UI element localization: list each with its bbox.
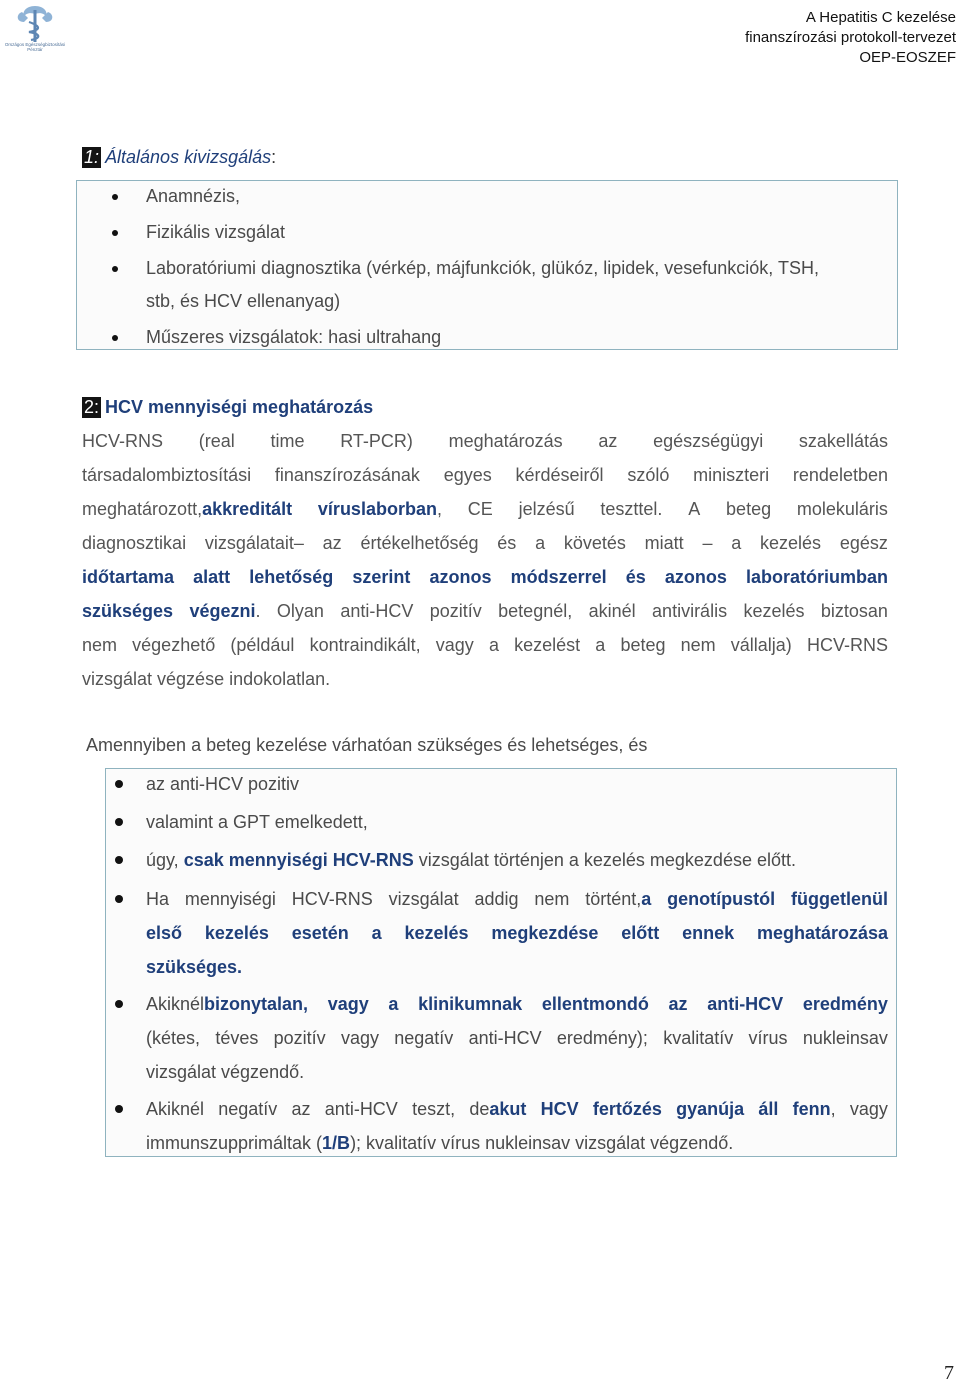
text-line: vizsgálat végzése indokolatlan. <box>82 669 331 689</box>
bullet-icon <box>115 1105 123 1113</box>
text-line: szükséges végezni. Olyan anti-HCV pozitív betegnél, akinél antivirális kezelés biztosan <box>82 601 888 621</box>
bullet-icon <box>115 780 123 788</box>
text-line: nem végezhető (például kontraindikált, vagy a kezelést a beteg nem vállalja) HCV-RNS <box>82 635 888 655</box>
bullet-icon <box>112 266 118 272</box>
bullet-icon <box>115 818 123 826</box>
text-line: időtartama alatt lehetőség szerint azonos módszerrel és azonos laboratóriumban <box>82 567 888 587</box>
text-line: meghatározott,akkreditált víruslaborban, CE jelzésű teszttel. A beteg molekuláris <box>82 499 888 519</box>
section1-number: 1: <box>84 147 100 167</box>
text-line: HCV-RNS (real time RT-PCR) meghatározás az egészségügyi szakellátás <box>82 431 888 451</box>
section1-title-text: Általános kivizsgálás <box>105 147 272 167</box>
intro-text: Amennyiben a beteg kezelése várhatóan szükséges és lehetséges, és <box>86 735 648 755</box>
text-line: valamint a GPT emelkedett, <box>146 812 368 832</box>
text-line: diagnosztikai vizsgálatait– az értékelhetőség és a követés miatt – a kezelés egész <box>82 533 888 553</box>
list-item <box>146 811 888 845</box>
text-line: Akiknél negatív az anti-HCV teszt, deakut HCV fertőzés gyanúja áll fenn, vagy <box>146 1099 888 1119</box>
list-item: Anamnézis, <box>146 186 240 207</box>
text-line: Ha mennyiségi HCV-RNS vizsgálat addig nem történt,a genotípustól függetlenül <box>146 889 888 909</box>
document-header <box>745 8 956 68</box>
text-line: társadalombiztosítási finanszírozásának egyes kérdéseiről szóló miniszteri rendeletben <box>82 465 888 485</box>
section2-title <box>82 397 373 418</box>
text-line: Akiknélbizonytalan, vagy a klinikumnak ellentmondó az anti-HCV eredmény <box>146 994 888 1014</box>
list-item: Laboratóriumi diagnosztika (vérkép, májfunkciók, glükóz, lipidek, vesefunkciók, TSH, <box>146 258 888 279</box>
text-line: vizsgálat végzendő. <box>146 1062 305 1082</box>
text-line: úgy, csak mennyiségi HCV-RNS vizsgálat történjen a kezelés megkezdése előtt. <box>146 850 796 870</box>
logo-text: Országos Egészségbiztosítási Pénztár <box>4 42 66 52</box>
bullet-icon <box>115 1000 123 1008</box>
text-line: szükséges. <box>146 957 243 977</box>
list-item <box>146 888 888 990</box>
list-item <box>146 993 888 1095</box>
bullet-icon <box>115 856 123 864</box>
header-subtitle: finanszírozási protokoll-tervezet <box>745 29 956 46</box>
header-org: OEP-EOSZEF <box>859 49 956 66</box>
header-title: A Hepatitis C kezelése <box>805 9 956 26</box>
bullet-icon <box>112 194 118 200</box>
section1-title: 1: Általános kivizsgálás: <box>84 147 277 167</box>
page-number: 7 <box>944 1362 954 1384</box>
section2-title-text: HCV mennyiségi meghatározás <box>105 397 374 417</box>
bullet-icon <box>115 895 123 903</box>
text-line: immunszupprimáltak ( 1/B ); kvalitatív vírus nukleinsav vizsgálat végzendő. <box>146 1133 734 1153</box>
section2-paragraph <box>82 431 888 703</box>
list-item-continuation: stb, és HCV ellenanyag) <box>146 291 341 311</box>
bullet-icon <box>112 335 118 341</box>
text-line: (kétes, téves pozitív vagy negatív anti-HCV eredmény); kvalitatív vírus nukleinsav <box>146 1028 888 1048</box>
list-item: Fizikális vizsgálat <box>146 222 285 243</box>
list-item <box>146 849 888 883</box>
text-line: az anti-HCV pozitiv <box>146 774 300 794</box>
section2-number: 2: <box>84 397 100 417</box>
list-item <box>146 773 888 807</box>
bullet-icon <box>112 230 118 236</box>
list-item <box>146 1098 888 1166</box>
text-line: első kezelés esetén a kezelés megkezdése előtt ennek meghatározása <box>146 923 888 943</box>
list-item: Műszeres vizsgálatok: hasi ultrahang <box>146 327 441 348</box>
